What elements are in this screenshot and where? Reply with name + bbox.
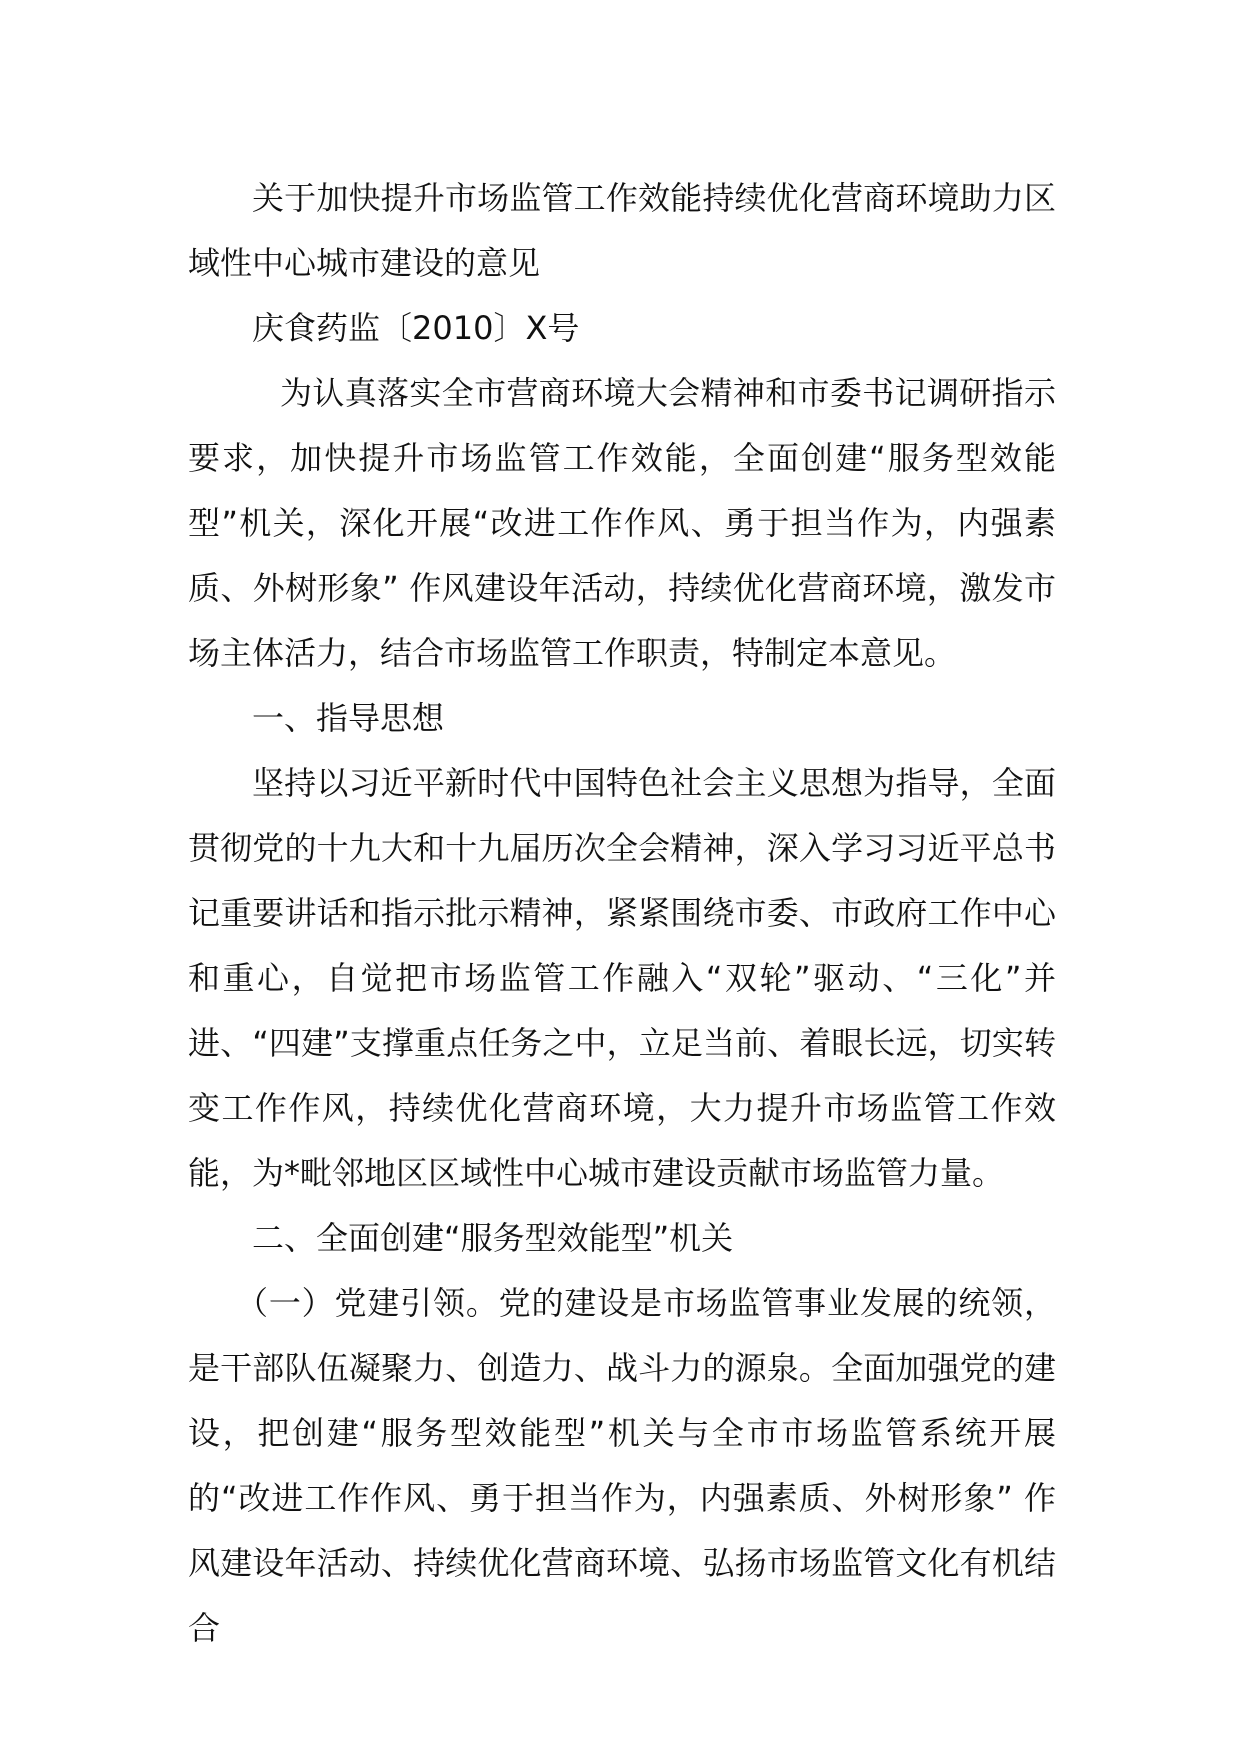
section-1-paragraph: 坚持以习近平新时代中国特色社会主义思想为指导，全面贯彻党的十九大和十九届历次全会精神，深入学习习近平总书记重要讲话和指示批示精神，紧紧围绕市委、市政府工作中心和重心，自觉把市场监管工作融入“双轮”驱动、“三化”并进、“四建”支撑重点任务之中，立足当前、着眼长远，切实转变工作作风，持续优化营商环境，大力提升市场监管工作效能，为*毗邻地区区域性中心城市建设贡献市场监管力量。: [188, 764, 1056, 1192]
section-1-heading: 一、指导思想: [252, 699, 445, 737]
document-body: [188, 166, 1056, 1661]
intro-paragraph: 为认真落实全市营商环境大会精神和市委书记调研指示要求，加快提升市场监管工作效能，全面创建“服务型效能型”机关，深化开展“改进工作作风、勇于担当作为，内强素质、外树形象” 作风建设年活动，持续优化营商环境，激发市场主体活力，结合市场监管工作职责，特制定本意见。: [188, 374, 1056, 672]
section-2-heading: 二、全面创建“服务型效能型”机关: [252, 1219, 734, 1257]
document-number: 庆食药监〔2010〕X号: [252, 309, 580, 347]
section-2-item-1-paragraph: （一）党建引领。党的建设是市场监管事业发展的统领，是干部队伍凝聚力、创造力、战斗力的源泉。全面加强党的建设，把创建“服务型效能型”机关与全市市场监管系统开展的“改进工作作风、勇于担当作为，内强素质、外树形象” 作风建设年活动、持续优化营商环境、弘扬市场监管文化有机结合: [188, 1284, 1056, 1647]
document-title: 关于加快提升市场监管工作效能持续优化营商环境助力区域性中心城市建设的意见: [188, 179, 1056, 282]
